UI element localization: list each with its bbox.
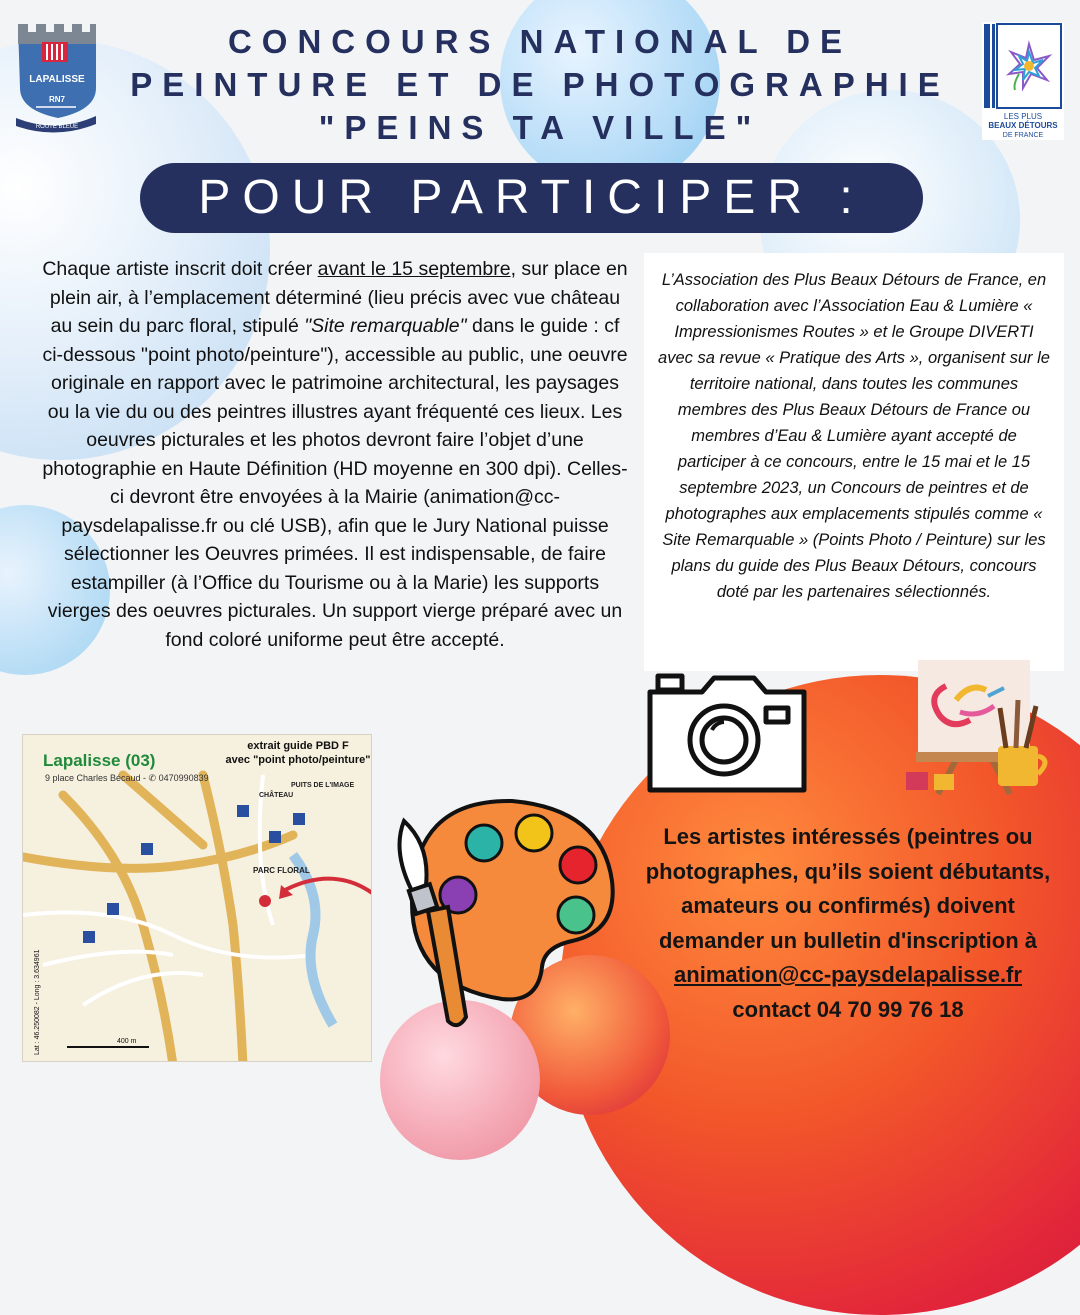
- email-link[interactable]: animation@cc-paysdelapalisse.fr: [674, 962, 1022, 987]
- registration-info: [628, 820, 1068, 1027]
- map-label-parc: PARC FLORAL: [253, 866, 310, 875]
- contact-phone: contact 04 70 99 76 18: [732, 996, 964, 1022]
- map-note-line: avec "point photo/peinture": [225, 754, 371, 766]
- map-coords: Lat : 46.250082 - Long : 3.634961: [34, 949, 41, 1055]
- site-remarquable-text: "Site remarquable": [304, 315, 467, 337]
- map-address: 9 place Charles Bécaud - ✆ 0470990839: [45, 773, 209, 783]
- logo-town-text: LAPALISSE: [29, 74, 85, 85]
- logo-road-text: RN7: [48, 95, 66, 104]
- map-note-line: extrait guide PBD F: [247, 740, 349, 752]
- logo-right-line2: BEAUX DÉTOURS: [988, 121, 1058, 130]
- logo-right-line3: DE FRANCE: [1002, 132, 1044, 139]
- title-line: "PEINS TA VILLE": [318, 109, 762, 146]
- map-scale: 400 m: [117, 1038, 137, 1045]
- title-line: PEINTURE ET DE PHOTOGRAPHIE: [130, 66, 950, 103]
- rules-paragraph: [40, 255, 630, 654]
- registration-text: Les artistes intéressés (peintres ou photographes, qu’ils soient débutants, amateurs ou confirmés) doivent demander un bulletin d'inscription à: [645, 824, 1051, 953]
- map-title: Lapalisse (03): [43, 751, 156, 770]
- title-line: CONCOURS NATIONAL DE: [227, 23, 853, 60]
- rules-text-part: dans le guide : cf ci-dessous "point photo/peinture"), accessible au public, une oeuvre originale en rapport avec le patrimoine architectural, les paysages ou la vie du ou des peintres illustres ayant fréquenté ces lieux. Les oeuvres picturales et les photos devront faire l’objet d’une photographie en Haute Définition (HD moyenne en 300 dpi). Celles-ci devront être envoyées à la Mairie (animation@cc-paysdelapalisse.fr ou clé USB), afin que le Jury National puisse sélectionner les Oeuvres primées. Il est indispensable, de faire estampiller (à l’Office du Tourisme ou à la Marie) les supports vierges des oeuvres picturales. Un support vierge préparé avec un fond coloré uniforme peut être accepté.: [42, 315, 628, 651]
- deadline-text: avant le 15 septembre: [317, 258, 511, 280]
- rules-text-part: , sur place en plein air, à l’emplacement déterminé (lieu précis avec vue château au sein du parc floral, stipulé: [49, 258, 628, 337]
- map-label-chateau: CHÂTEAU: [259, 792, 294, 799]
- association-box: [644, 253, 1064, 671]
- paintbrush-icon: [384, 815, 494, 1035]
- camera-icon: [646, 668, 808, 798]
- map-label-puits: PUITS DE L'IMAGE: [291, 782, 355, 789]
- guide-map-extract: [22, 734, 372, 1062]
- plus-beaux-detours-logo: [982, 22, 1064, 140]
- page-title: [120, 20, 960, 149]
- easel-canvas-icon: [898, 656, 1056, 796]
- lapalisse-logo: [14, 20, 100, 136]
- logo-ribbon-text: ROUTE BLEUE: [35, 124, 79, 130]
- participate-banner: POUR PARTICIPER :: [140, 163, 923, 233]
- map-note: [208, 739, 372, 767]
- logo-right-line1: LES PLUS: [1003, 112, 1043, 121]
- association-paragraph: L’Association des Plus Beaux Détours de France, en collaboration avec l’Association Eau & Lumière « Impressionismes Routes » et le Groupe DIVERTI avec sa revue « Pratique des Arts », organisent sur le territoire national, dans toutes les communes membres des Plus Beaux Détours de France ou membres d’Eau & Lumière ayant accepté de participer à ce concours, entre le 15 mai et le 15 septembre 2023, un Concours de peintres et de photographes aux emplacements stipulés comme « Site Remarquable » (Points Photo / Peinture) sur les plans du guide des Plus Beaux Détours, concours doté par les partenaires sélectionnés.: [658, 271, 1050, 601]
- rules-text-part: Chaque artiste inscrit doit créer: [42, 258, 318, 280]
